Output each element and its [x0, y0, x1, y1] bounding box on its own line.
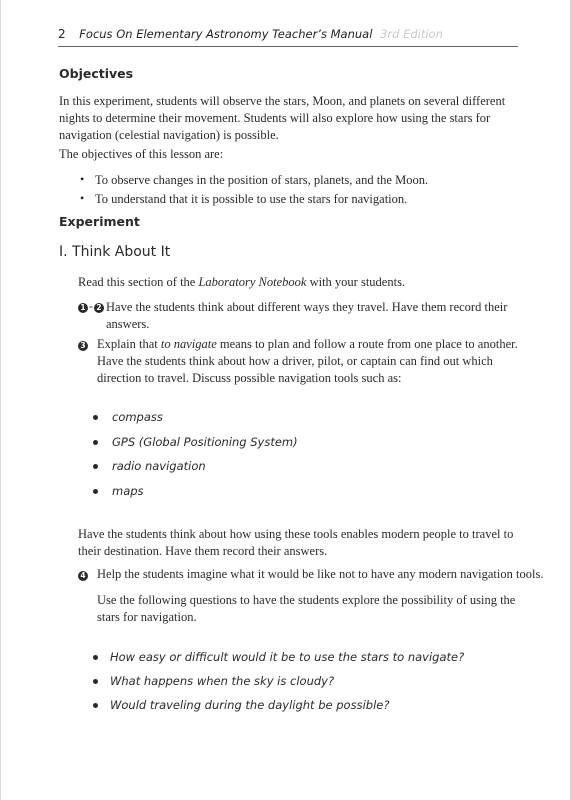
step-4-text: Help the students imagine what it would be like not to have any modern navigation tools. — [97, 567, 544, 581]
objective-text: To observe changes in the position of stars, planets, and the Moon. — [95, 173, 429, 187]
book-title: Focus On Elementary Astronomy Teacher’s Manual — [79, 27, 373, 41]
question-text: What happens when the sky is cloudy? — [110, 674, 335, 688]
bullet-icon — [93, 489, 98, 494]
tools-followup: Have the students think about how using these tools enables modern people to travel to their destination. Have them record their answers. — [78, 527, 514, 558]
read-prefix: Read this section of the — [78, 275, 199, 289]
step-1-marker: 1 — [78, 303, 88, 313]
tool-text: maps — [112, 484, 144, 498]
bullet-icon — [93, 464, 98, 469]
bullet-icon — [93, 415, 98, 420]
step-2-marker: 2 — [94, 303, 104, 313]
question-text: How easy or difficult would it be to use the stars to navigate? — [110, 650, 465, 664]
tool-text: GPS (Global Positioning System) — [112, 435, 298, 449]
header-rule — [58, 46, 518, 47]
step-4-marker: 4 — [78, 571, 88, 581]
step-4-followup: Use the following questions to have the students explore the possibility of using the stars for navigation. — [97, 593, 516, 624]
objectives-lead: The objectives of this lesson are: — [59, 147, 224, 161]
step-range-dash: - — [89, 299, 93, 313]
bullet-icon — [93, 655, 98, 660]
notebook-title: Laboratory Notebook — [198, 275, 307, 289]
bullet-icon — [93, 703, 98, 708]
step-3-text — [97, 336, 527, 387]
think-about-it-heading: I. Think About It — [59, 244, 171, 260]
objectives-heading: Objectives — [59, 66, 134, 81]
step-3-suffix: means to plan and follow a route from one place to another. Have the students think about how a driver, pilot, or captain can find out which direction to travel. Discuss possible navigation tools such as: — [97, 337, 518, 385]
objective-text: To understand that it is possible to use the stars for navigation. — [95, 192, 408, 206]
question-text: Would traveling during the daylight be possible? — [110, 698, 390, 712]
experiment-heading: Experiment — [59, 214, 140, 229]
tool-text: radio navigation — [112, 459, 206, 473]
tool-text: compass — [112, 410, 163, 424]
bullet-icon — [93, 440, 98, 445]
objectives-intro: In this experiment, students will observe the stars, Moon, and planets on several different nights to determine their movement. Students will also explore how using the stars for navigation (celestial navigation) is possible. — [59, 94, 506, 142]
navigate-term: to navigate — [160, 337, 217, 351]
step-3-prefix: Explain that — [97, 337, 161, 351]
bullet-icon: • — [80, 172, 85, 186]
page-number: 2 — [58, 27, 66, 41]
edition-label: 3rd Edition — [380, 27, 443, 41]
bullet-icon: • — [80, 191, 85, 205]
bullet-icon — [93, 679, 98, 684]
step-1-2-text: Have the students think about different ways they travel. Have them record their answers. — [106, 300, 508, 331]
read-suffix: with your students. — [306, 275, 406, 289]
read-instruction — [78, 274, 528, 291]
running-header — [58, 27, 518, 47]
step-3-marker: 3 — [78, 341, 88, 351]
